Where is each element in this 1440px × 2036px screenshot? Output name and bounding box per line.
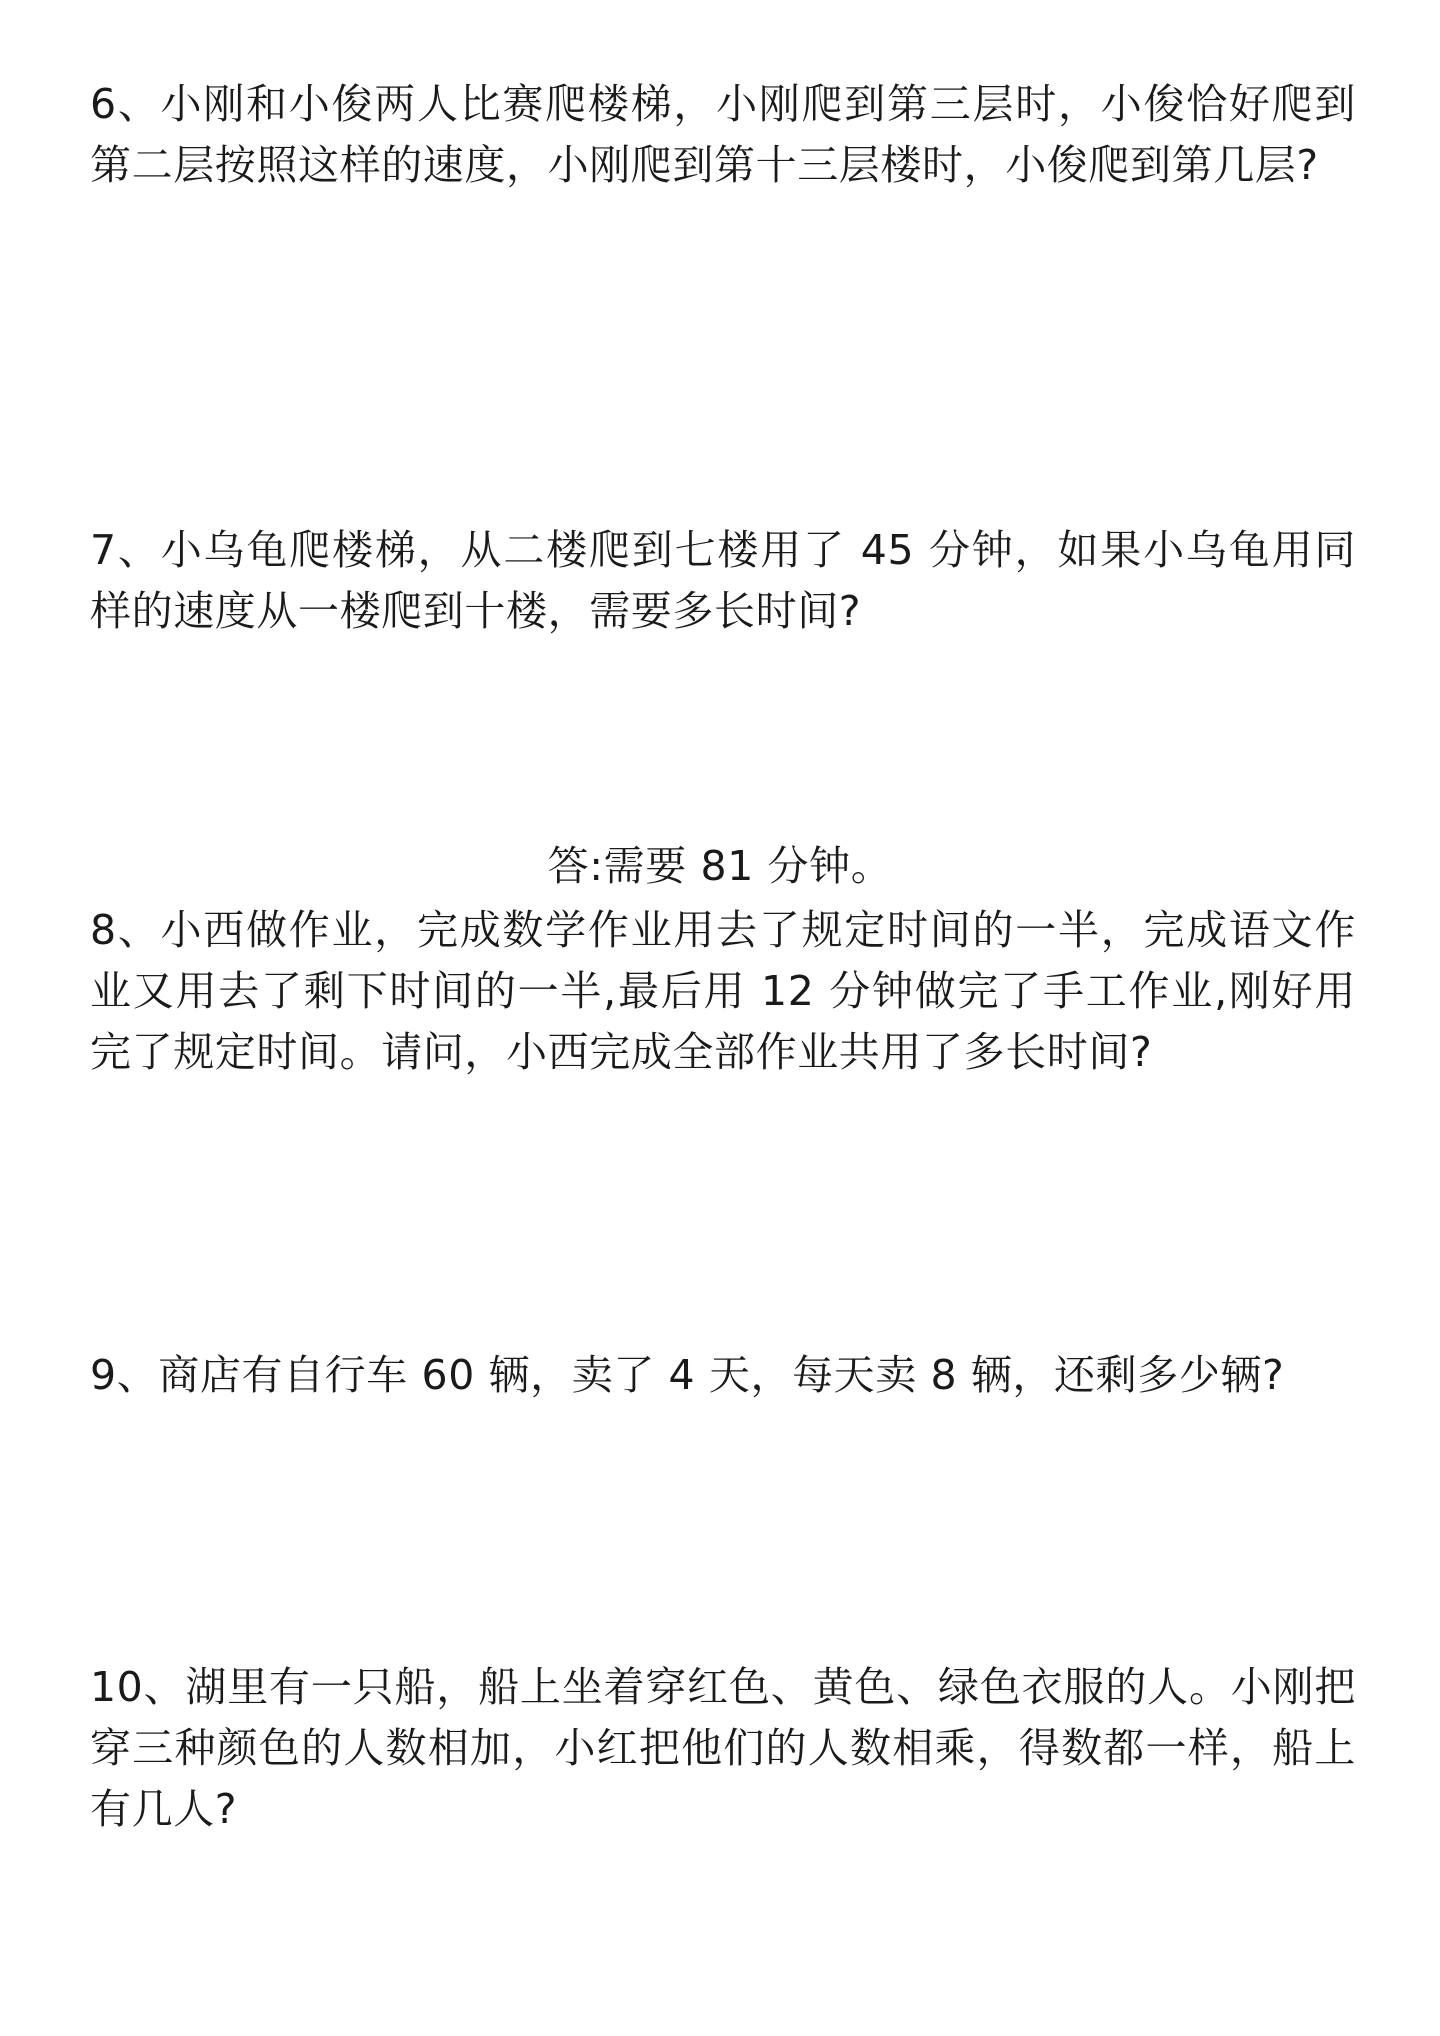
problem-9 — [90, 1345, 1356, 1406]
problem-7-text: 7、小乌龟爬楼梯，从二楼爬到七楼用了 45 分钟，如果小乌龟用同样的速度从一楼爬到十楼，需要多长时间? — [90, 526, 1356, 635]
problem-9-text: 9、商店有自行车 60 辆，卖了 4 天，每天卖 8 辆，还剩多少辆? — [90, 1351, 1285, 1399]
problem-10-text: 10、湖里有一只船，船上坐着穿红色、黄色、绿色衣服的人。小刚把穿三种颜色的人数相加，小红把他们的人数相乘，得数都一样，船上有几人? — [90, 1663, 1356, 1833]
problem-10 — [90, 1657, 1356, 1840]
problem-8-text: 8、小西做作业，完成数学作业用去了规定时间的一半，完成语文作业又用去了剩下时间的一半,最后用 12 分钟做完了手工作业,刚好用完了规定时间。请问，小西完成全部作业共用了多长时间? — [90, 906, 1356, 1076]
problem-7-answer: 答:需要 81 分钟。 — [547, 842, 893, 890]
problem-8 — [90, 900, 1356, 1083]
problem-7 — [90, 520, 1356, 642]
problem-6 — [90, 74, 1356, 196]
problem-6-text: 6、小刚和小俊两人比赛爬楼梯，小刚爬到第三层时，小俊恰好爬到第二层按照这样的速度，小刚爬到第十三层楼时，小俊爬到第几层? — [90, 80, 1356, 189]
